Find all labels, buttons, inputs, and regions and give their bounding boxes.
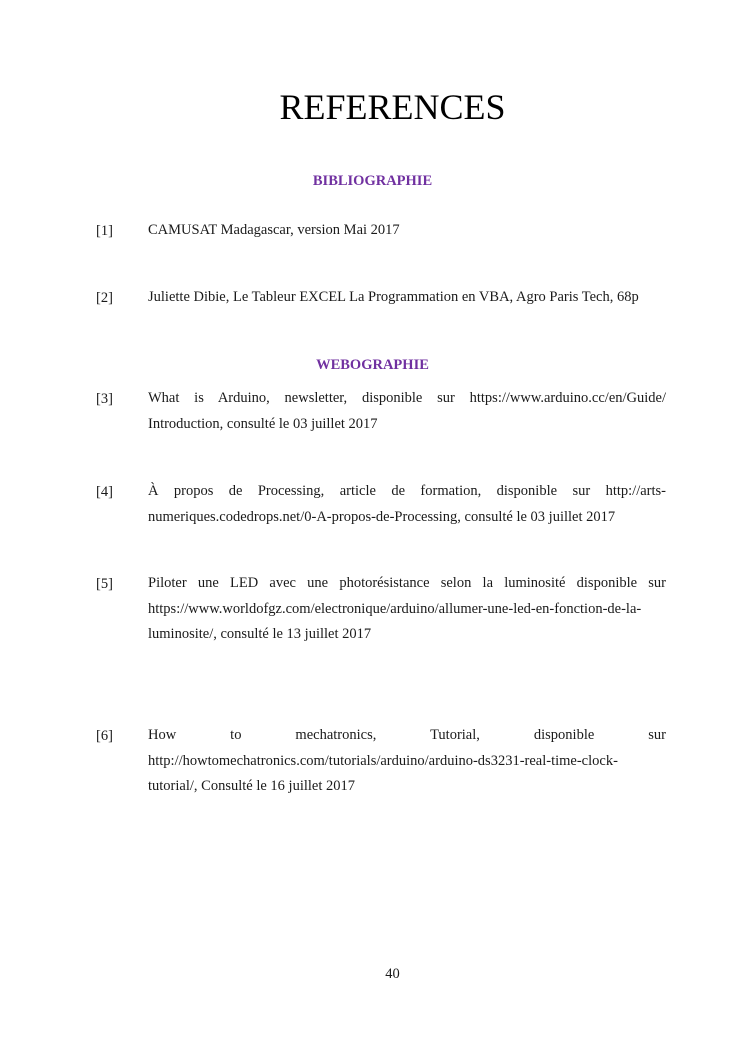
section-heading-webographie: WEBOGRAPHIE bbox=[316, 357, 429, 373]
reference-text bbox=[148, 723, 666, 800]
reference-line: CAMUSAT Madagascar, version Mai 2017 bbox=[148, 222, 400, 238]
reference-line: numeriques.codedrops.net/0-A-propos-de-Processing, consulté le 03 juillet 2017 bbox=[148, 508, 616, 525]
reference-line: What is Arduino, newsletter, disponible sur https://www.arduino.cc/en/Guide/ bbox=[148, 390, 666, 406]
reference-text bbox=[148, 285, 666, 311]
reference-text bbox=[148, 571, 666, 648]
section-heading-bibliographie: BIBLIOGRAPHIE bbox=[312, 173, 433, 189]
reference-text bbox=[148, 386, 666, 437]
reference-line: Introduction, consulté le 03 juillet 2017 bbox=[148, 415, 378, 432]
reference-line: https://www.worldofgz.com/electronique/arduino/allumer-une-led-en-fonction-de-la- bbox=[148, 600, 642, 617]
page-title: REFERENCES bbox=[279, 87, 506, 127]
reference-line: tutorial/, Consulté le 16 juillet 2017 bbox=[148, 778, 356, 794]
reference-line: Piloter une LED avec une photorésistance selon la luminosité disponible sur bbox=[148, 575, 666, 591]
reference-number: [1] bbox=[96, 223, 113, 239]
reference-line: luminosite/, consulté le 13 juillet 2017 bbox=[148, 626, 372, 642]
reference-line: How to mechatronics, Tutorial, disponible sur bbox=[148, 727, 666, 743]
reference-text bbox=[148, 479, 666, 530]
reference-number: [6] bbox=[96, 728, 113, 744]
reference-text bbox=[148, 218, 666, 244]
reference-number: [3] bbox=[96, 391, 113, 407]
reference-number: [4] bbox=[96, 484, 113, 500]
reference-line: http://howtomechatronics.com/tutorials/arduino/arduino-ds3231-real-time-clock- bbox=[148, 752, 618, 769]
reference-line: Juliette Dibie, Le Tableur EXCEL La Programmation en VBA, Agro Paris Tech, 68p bbox=[148, 289, 639, 305]
reference-line: À propos de Processing, article de formation, disponible sur http://arts- bbox=[148, 483, 666, 499]
reference-number: [2] bbox=[96, 290, 113, 306]
page-number: 40 bbox=[385, 966, 400, 982]
reference-number: [5] bbox=[96, 576, 113, 592]
